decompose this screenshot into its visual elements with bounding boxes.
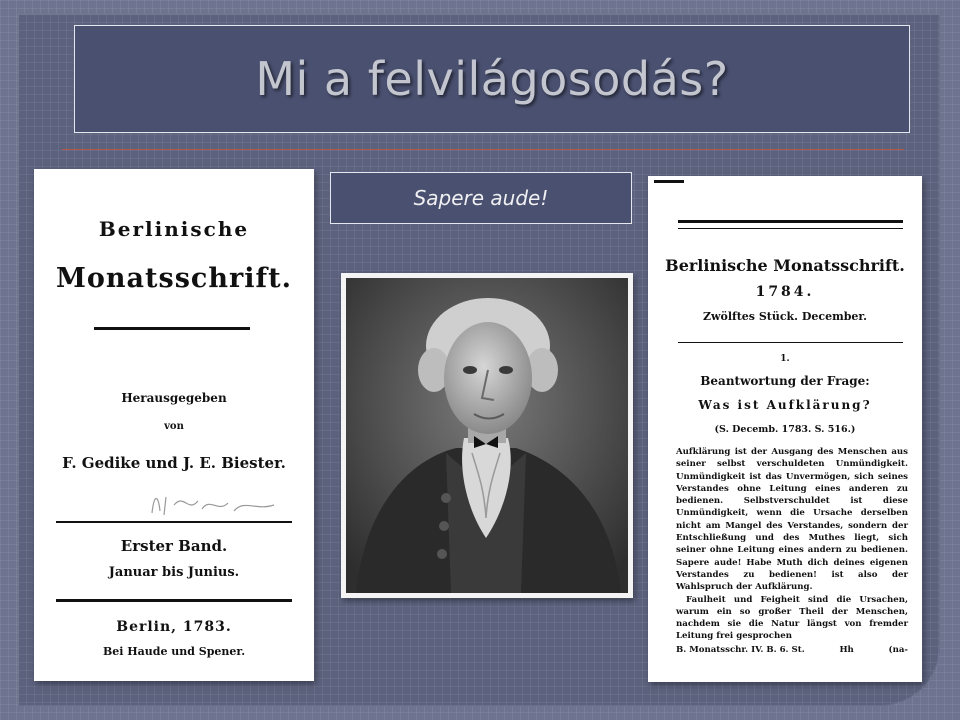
reference: (S. Decemb. 1783. S. 516.) [714, 424, 856, 435]
separator-line [56, 521, 292, 523]
journal-name-line2: Monatsschrift. [56, 263, 292, 294]
heading-title: Was ist Aufklärung? [698, 398, 872, 412]
title-page-image [34, 169, 314, 681]
journal-name: Berlinische Monatsschrift. [665, 256, 905, 275]
separator-line [678, 220, 903, 223]
handwritten-mark [144, 487, 284, 519]
issue: Zwölftes Stück. December. [702, 310, 868, 323]
kant-portrait-image [346, 278, 628, 593]
volume-label: Erster Band. [120, 537, 228, 555]
article-text [676, 446, 908, 656]
signature-mark: Hh [839, 644, 854, 655]
separator-line [678, 228, 903, 229]
edited-label: Herausgegeben [121, 391, 227, 405]
portrait-frame [341, 273, 633, 598]
page-footer [676, 644, 908, 656]
editors: F. Gedike und J. E. Biester. [62, 454, 286, 472]
catchword: (na- [888, 644, 908, 655]
footer-text: B. Monatsschr. IV. B. 6. St. [676, 644, 805, 655]
von-label: von [164, 421, 184, 432]
separator-line [56, 599, 292, 602]
journal-name-line1: Berlinische [98, 217, 250, 241]
article-page-image [648, 176, 922, 682]
place-year: Berlin, 1783. [116, 619, 232, 635]
article-paragraph: Faulheit und Feigheit sind die Ursachen, warum ein so großer Theil der Menschen, nachdem sie die Natur längst von fremder Leitung frei gesprochen [676, 594, 908, 642]
separator-line [94, 327, 250, 330]
slide-title: Mi a felvilágosodás? [255, 52, 729, 106]
subtitle: Sapere aude! [413, 186, 549, 210]
heading-question: Beantwortung der Frage: [700, 374, 870, 388]
subtitle-box [330, 172, 632, 224]
article-number: 1. [780, 354, 790, 364]
title-box [74, 25, 910, 133]
months-label: Januar bis Junius. [108, 565, 240, 580]
article-paragraph: Aufklärung ist der Ausgang des Menschen aus seiner selbst verschuldeten Unmündigkeit. Unmündigkeit ist das Unvermögen, sich seines Verstandes ohne Leitung eines anderen zu bedienen. Selbstverschuldet ist diese Unmündigkeit, wenn die Ursache derselben nicht am Mangel des Verstandes, sondern der Entschließung und des Muthes liegt, sich seiner ohne Leitung eines andern zu bedienen. Sapere aude! Habe Muth dich deines eigenen Verstandes zu bedienen! ist also der Wahlspruch der Aufklärung. [676, 447, 908, 593]
separator-line [678, 342, 903, 343]
year: 1784. [755, 284, 815, 300]
title-divider [62, 149, 904, 150]
publisher: Bei Haude und Spener. [102, 645, 246, 658]
top-edge-mark [654, 180, 684, 183]
